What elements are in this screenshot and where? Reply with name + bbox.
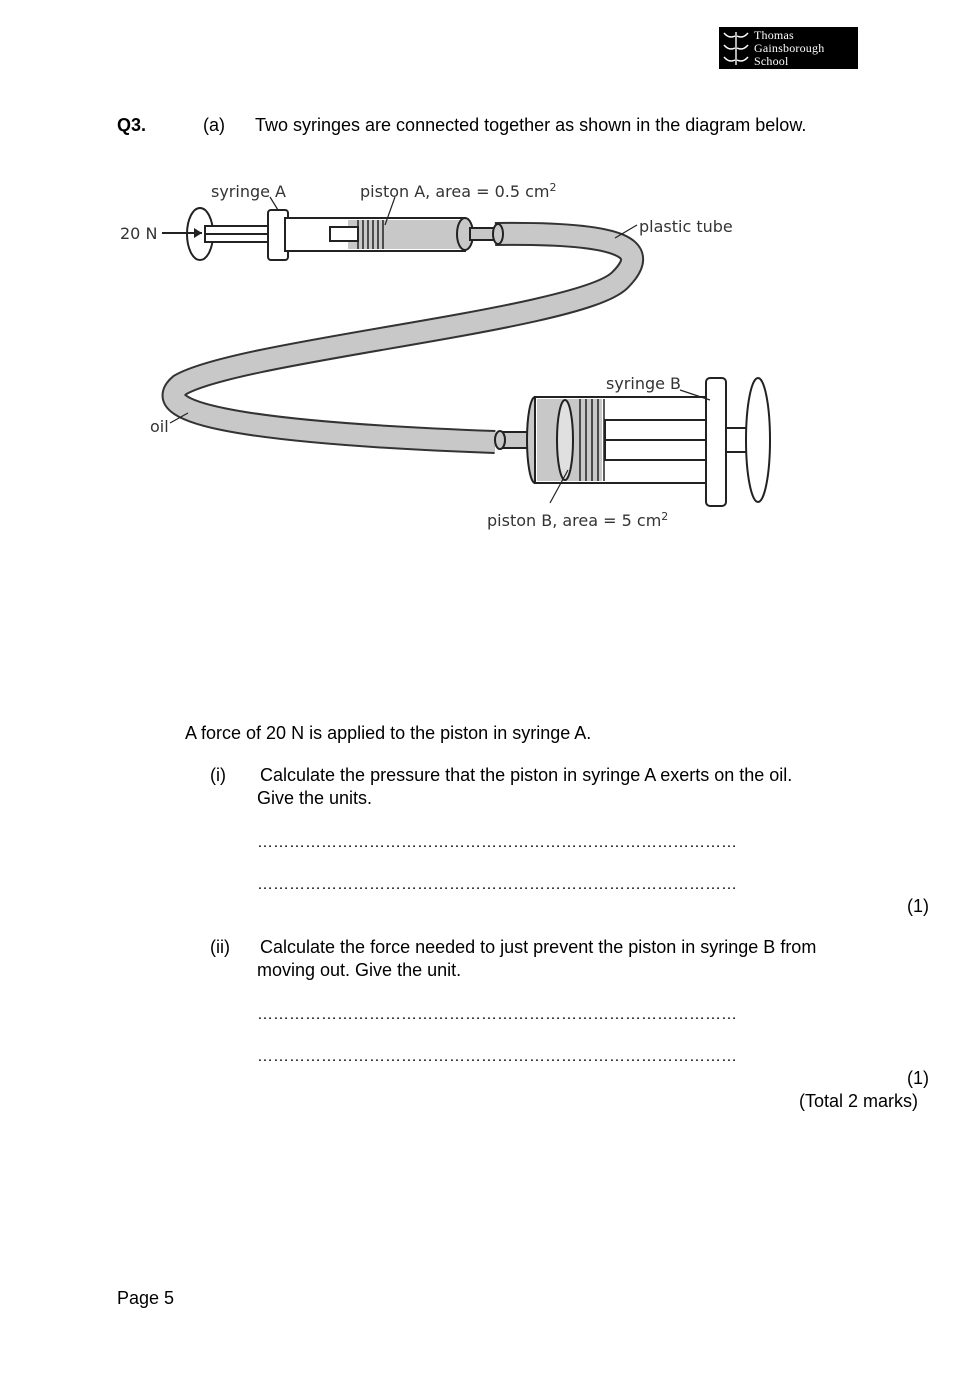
logo-line-1: Thomas [754, 28, 794, 42]
logo-line-2: Gainsborough [754, 41, 825, 55]
syringe-b [495, 378, 770, 506]
answer-line-i-1[interactable]: ……………………………………………………………………………… [257, 834, 737, 851]
question-part: (a) [203, 115, 225, 135]
school-logo [719, 27, 858, 69]
label-plastic-tube: plastic tube [639, 217, 733, 236]
sub-question-ii-line2: moving out. Give the unit. [257, 960, 462, 980]
sub-question-i-line2: Give the units. [257, 788, 373, 808]
logo-line-3: School [754, 54, 789, 68]
syringe-a [187, 208, 503, 260]
question-intro: Two syringes are connected together as shown in the diagram below. [255, 115, 807, 135]
sub-question-i-number: (i) [210, 765, 226, 785]
answer-line-ii-2[interactable]: ……………………………………………………………………………… [257, 1048, 737, 1065]
answer-line-ii-1[interactable]: ……………………………………………………………………………… [257, 1006, 737, 1023]
syringe-diagram [110, 170, 790, 540]
label-syringe-b: syringe B [606, 374, 682, 393]
total-marks: (Total 2 marks) [799, 1091, 919, 1111]
answer-line-i-2[interactable]: ……………………………………………………………………………… [257, 876, 737, 893]
leaf-crest-icon [721, 29, 751, 67]
sub-question-ii-line1: Calculate the force needed to just prevent the piston in syringe B from [260, 937, 817, 957]
sub-question-i-line1: Calculate the pressure that the piston in syringe A exerts on the oil. [260, 765, 793, 785]
question-number: Q3. [117, 115, 147, 135]
label-syringe-a: syringe A [211, 182, 286, 201]
sub-question-ii-number: (ii) [210, 937, 230, 957]
marks-i: (1) [907, 896, 929, 916]
label-oil: oil [150, 417, 169, 436]
label-piston-b: piston B, area = 5 $cm^2$ [487, 510, 669, 530]
label-piston-a: piston A, area = 0.5 $cm^2$ [360, 181, 557, 201]
page-number: Page 5 [117, 1288, 175, 1308]
label-force: 20 N [120, 224, 158, 243]
marks-ii: (1) [907, 1068, 929, 1088]
force-statement: A force of 20 N is applied to the piston in syringe A. [185, 723, 592, 743]
